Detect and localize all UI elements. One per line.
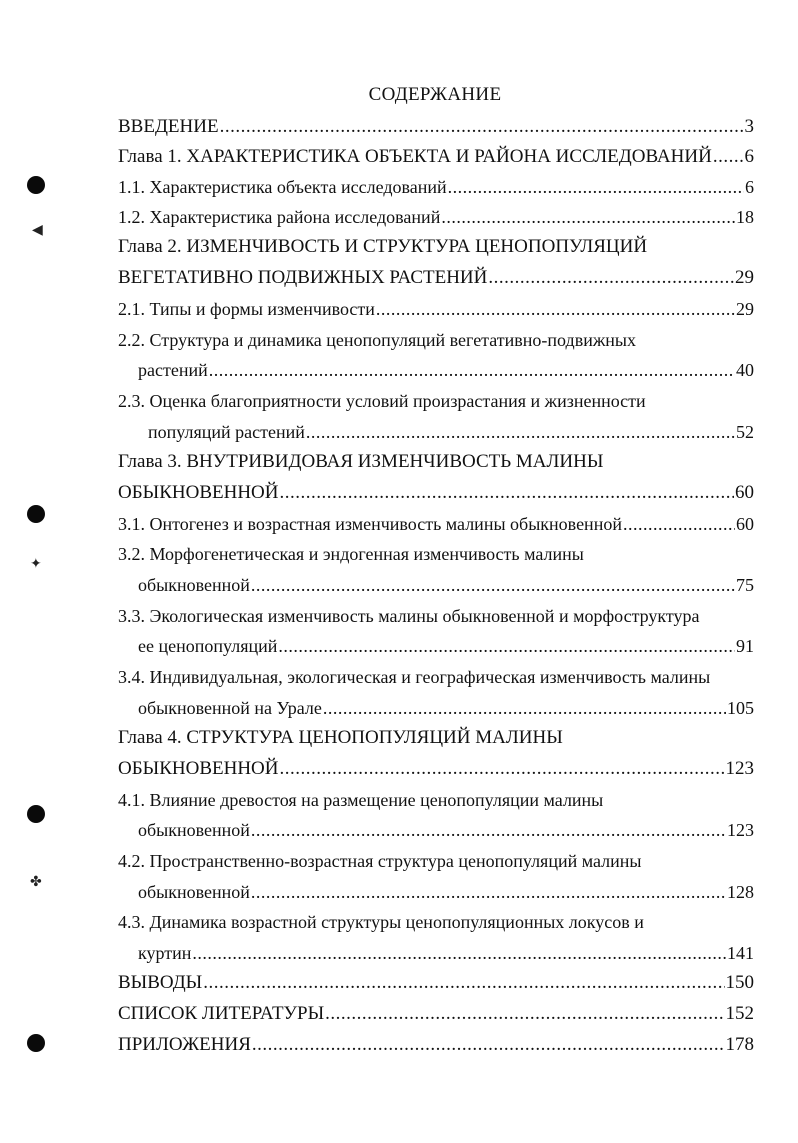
dot-leader: [323, 697, 726, 719]
dot-leader: [623, 513, 735, 535]
toc-entry-section-3-4[interactable]: [118, 666, 710, 688]
toc-entry-section-4-2-cont[interactable]: [138, 881, 754, 903]
scan-speck-mark: ◀: [32, 222, 43, 238]
toc-page-number: 123: [727, 820, 754, 840]
toc-entry-label: Глава 3. ВНУТРИВИДОВАЯ ИЗМЕНЧИВОСТЬ МАЛИНЫ: [118, 451, 604, 472]
toc-entry-label: обыкновенной: [138, 575, 250, 595]
dot-leader: [220, 116, 744, 138]
toc-entry-label: ОБЫКНОВЕННОЙ: [118, 758, 279, 779]
dot-leader: [713, 146, 744, 168]
punch-hole-mark: [27, 176, 45, 194]
scan-speck-mark: ✤: [30, 874, 42, 890]
toc-entry-label: 4.2. Пространственно-возрастная структура ценопопуляций малины: [118, 851, 642, 871]
toc-entry-label: обыкновенной: [138, 882, 250, 902]
dot-leader: [448, 176, 744, 198]
dot-leader: [192, 942, 726, 964]
toc-entry-introduction[interactable]: [118, 116, 754, 138]
toc-entry-section-3-3[interactable]: [118, 605, 700, 627]
toc-entry-section-3-3-cont[interactable]: [138, 635, 754, 657]
dot-leader: [279, 482, 734, 504]
toc-entry-label: ВЫВОДЫ: [118, 972, 203, 993]
toc-entry-label: ВВЕДЕНИЕ: [118, 116, 219, 137]
toc-entry-section-2-3-cont[interactable]: [148, 421, 754, 443]
toc-entry-label: куртин: [138, 943, 192, 963]
toc-entry-label: Глава 4. СТРУКТУРА ЦЕНОПОПУЛЯЦИЙ МАЛИНЫ: [118, 727, 563, 748]
dot-leader: [251, 574, 735, 596]
toc-entry-label: 4.1. Влияние древостоя на размещение ценопопуляции малины: [118, 790, 604, 810]
toc-page-number: 75: [736, 575, 754, 595]
toc-entry-references[interactable]: [118, 1003, 754, 1025]
toc-entry-section-4-2[interactable]: [118, 850, 642, 872]
toc-page-number: 6: [745, 177, 754, 197]
toc-page-number: 128: [727, 882, 754, 902]
dot-leader: [278, 635, 735, 657]
toc-page-number: 178: [725, 1034, 754, 1055]
toc-entry-section-3-4-cont[interactable]: [138, 697, 754, 719]
toc-page-number: 141: [727, 943, 754, 963]
toc-entry-chapter-1[interactable]: [118, 146, 754, 168]
punch-hole-mark: [27, 505, 45, 523]
toc-page-number: 6: [744, 146, 754, 167]
dot-leader: [251, 881, 726, 903]
toc-entry-section-1-1[interactable]: [118, 176, 754, 198]
toc-page-number: 29: [736, 299, 754, 319]
punch-hole-mark: [27, 1034, 45, 1052]
toc-entry-chapter-4[interactable]: [118, 727, 563, 749]
toc-entry-section-3-2-cont[interactable]: [138, 574, 754, 596]
toc-entry-label: обыкновенной: [138, 820, 250, 840]
toc-entry-label: Глава 1. ХАРАКТЕРИСТИКА ОБЪЕКТА И РАЙОНА ИССЛЕДОВАНИЙ: [118, 146, 712, 167]
toc-entry-section-3-1[interactable]: [118, 513, 754, 535]
toc-entry-label: 2.2. Структура и динамика ценопопуляций вегетативно-подвижных: [118, 330, 636, 350]
dot-leader: [376, 298, 735, 320]
dot-leader: [488, 267, 734, 289]
toc-entry-label: 3.1. Онтогенез и возрастная изменчивость малины обыкновенной: [118, 514, 622, 534]
toc-entry-label: 4.3. Динамика возрастной структуры ценопопуляционных локусов и: [118, 912, 644, 932]
toc-entry-section-1-2[interactable]: [118, 206, 754, 228]
scan-speck-mark: ✦: [30, 556, 42, 572]
dot-leader: [306, 421, 735, 443]
toc-entry-label: ее ценопопуляций: [138, 636, 278, 656]
punch-hole-mark: [27, 805, 45, 823]
toc-entry-label: СПИСОК ЛИТЕРАТУРЫ: [118, 1003, 325, 1024]
toc-entry-section-4-1-cont[interactable]: [138, 819, 754, 841]
toc-entry-section-3-2[interactable]: [118, 543, 584, 565]
toc-entry-label: 1.1. Характеристика объекта исследований: [118, 177, 447, 197]
toc-entry-section-4-3-cont[interactable]: [138, 942, 754, 964]
toc-page-number: 3: [744, 116, 754, 137]
toc-entry-label: 3.4. Индивидуальная, экологическая и географическая изменчивость малины: [118, 667, 711, 687]
dot-leader: [251, 819, 726, 841]
toc-entry-label: 1.2. Характеристика района исследований: [118, 207, 441, 227]
toc-entry-section-2-2-cont[interactable]: [138, 359, 754, 381]
toc-entry-section-2-3[interactable]: [118, 390, 646, 412]
dot-leader: [252, 1034, 725, 1056]
toc-page-number: 150: [725, 972, 754, 993]
toc-page-number: 152: [725, 1003, 754, 1024]
toc-entry-label: 2.3. Оценка благоприятности условий произрастания и жизненности: [118, 391, 646, 411]
toc-entry-label: 3.3. Экологическая изменчивость малины обыкновенной и морфоструктура: [118, 606, 700, 626]
toc-entry-section-4-3[interactable]: [118, 911, 644, 933]
toc-page-number: 123: [725, 758, 754, 779]
toc-page-number: 60: [736, 514, 754, 534]
page-title: СОДЕРЖАНИЕ: [368, 84, 502, 105]
toc-entry-label: 3.2. Морфогенетическая и эндогенная изменчивость малины: [118, 544, 584, 564]
toc-entry-chapter-2-cont[interactable]: [118, 267, 754, 289]
dot-leader: [325, 1003, 724, 1025]
toc-entry-label: ВЕГЕТАТИВНО ПОДВИЖНЫХ РАСТЕНИЙ: [118, 267, 488, 288]
toc-page-number: 91: [736, 636, 754, 656]
toc-entry-chapter-3-cont[interactable]: [118, 482, 754, 504]
toc-page-number: 40: [736, 360, 754, 380]
toc-entry-label: 2.1. Типы и формы изменчивости: [118, 299, 375, 319]
toc-entry-section-2-1[interactable]: [118, 298, 754, 320]
dot-leader: [209, 359, 735, 381]
toc-entry-section-4-1[interactable]: [118, 789, 603, 811]
toc-entry-label: ПРИЛОЖЕНИЯ: [118, 1034, 251, 1055]
toc-page-number: 29: [735, 267, 754, 288]
toc-entry-label: растений: [138, 360, 208, 380]
toc-entry-label: Глава 2. ИЗМЕНЧИВОСТЬ И СТРУКТУРА ЦЕНОПОПУЛЯЦИЙ: [118, 236, 648, 257]
dot-leader: [203, 972, 724, 994]
toc-page-number: 60: [735, 482, 754, 503]
toc-entry-chapter-4-cont[interactable]: [118, 758, 754, 780]
toc-entry-chapter-3[interactable]: [118, 451, 603, 473]
toc-entry-label: ОБЫКНОВЕННОЙ: [118, 482, 279, 503]
dot-leader: [441, 206, 735, 228]
toc-page-number: 52: [736, 422, 754, 442]
toc-page-number: 105: [727, 698, 754, 718]
toc-entry-label: популяций растений: [148, 422, 305, 442]
dot-leader: [279, 758, 724, 780]
toc-page-number: 18: [736, 207, 754, 227]
toc-entry-section-2-2[interactable]: [118, 329, 636, 351]
toc-entry-label: обыкновенной на Урале: [138, 698, 322, 718]
toc-entry-conclusions[interactable]: [118, 972, 754, 994]
toc-entry-chapter-2[interactable]: [118, 236, 647, 258]
toc-entry-appendices[interactable]: [118, 1034, 754, 1056]
